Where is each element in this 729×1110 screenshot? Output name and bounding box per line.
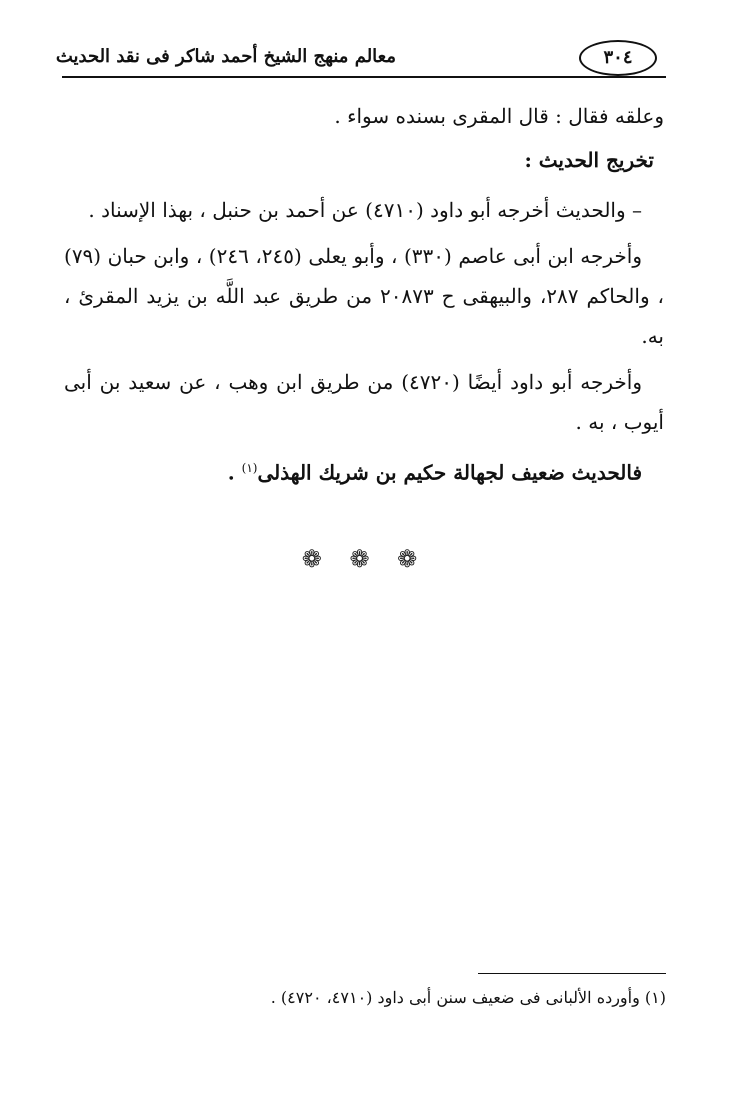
paragraph-abu-dawud: – والحديث أخرجه أبو داود (٤٧١٠) عن أحمد بن حنبل ، بهذا الإسناد . (88, 198, 642, 222)
section-ornaments: ❁ ❁ ❁ (301, 545, 428, 573)
running-title: معالم منهج الشيخ أحمد شاكر فى نقد الحديث (55, 46, 396, 67)
paragraph-ibn-wahb: وأخرجه أبو داود أيضًا (٤٧٢٠) من طريق ابن وهب ، عن سعيد بن أبى أيوب ، به . (64, 370, 664, 434)
page-header (55, 30, 666, 90)
conclusion-period: . (227, 460, 242, 485)
footnote-divider (478, 973, 666, 974)
conclusion-text: فالحديث ضعيف لجهالة حكيم بن شريك الهذلى (257, 460, 642, 485)
paragraph-commentary: وعلقه فقال : قال المقرى بسنده سواء . (334, 104, 664, 128)
header-divider (62, 76, 666, 78)
main-text (64, 96, 664, 513)
paragraph-other-sources: وأخرجه ابن أبى عاصم (٣٣٠) ، وأبو يعلى (٢٤٥، ٢٤٦) ، وابن حبان (٧٩) ، والحاكم ٢٨٧، والبيهقى ح ٢٠٨٧٣ من طريق عبد اللَّه بن يزيد المقرئ ، به. (64, 244, 664, 348)
footnote-marker[interactable]: (١) (241, 461, 258, 475)
section-heading: تخريج الحديث : (524, 148, 654, 172)
conclusion (64, 448, 664, 493)
page-number-badge (579, 40, 657, 76)
page-number: ٣٠٤ (603, 47, 633, 68)
footnote: (١) وأورده الألبانى فى ضعيف سنن أبى داود (٤٧١٠، ٤٧٢٠) . (270, 988, 666, 1007)
